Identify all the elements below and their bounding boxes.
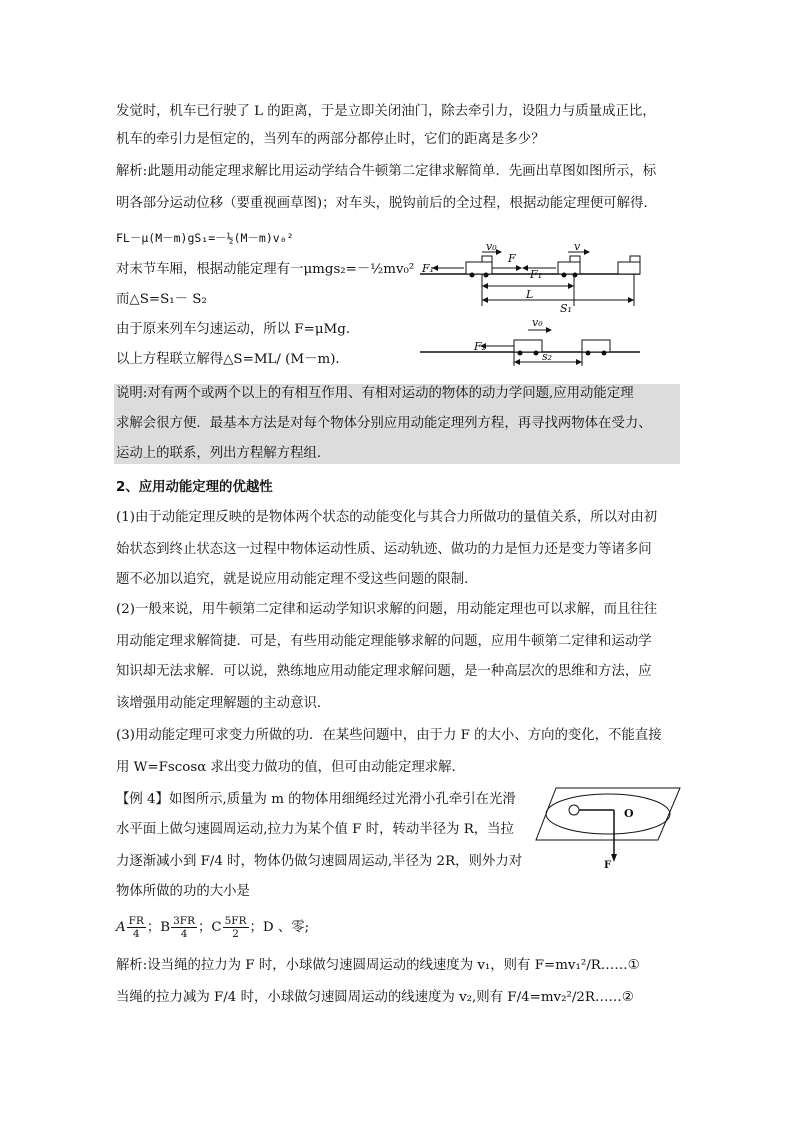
paragraph-line: 发觉时，机车已行驶了 L 的距离，于是立即关闭油门，除去牵引力，设阻力与质量成正比， [116, 104, 656, 119]
paragraph-line: (1)由于动能定理反映的是物体两个状态的动能变化与其合力所做功的量值关系，所以对由初 [116, 510, 658, 525]
solution-line: 当绳的拉力减为 F/4 时，小球做匀速圆周运动的线速度为 v₂,则有 F/4=mv₂²/2R……② [116, 990, 634, 1005]
equation-1: FL－μ(M－m)gS₁=－½(M－m)v₀² [116, 231, 294, 245]
note-line: 求解会很方便．最基本方法是对每个物体分别应用动能定理列方程，再寻找两物体在受力、 [116, 416, 652, 431]
paragraph-line: 始状态到终止状态这一过程中物体运动性质、运动轨迹、做功的力是恒力还是变力等诸多问 [116, 542, 652, 557]
equation-2: 对末节车厢，根据动能定理有一μmgs₂=－½mv₀² [116, 262, 415, 277]
example-line: 力逐渐减小到 F/4 时，物体仍做匀速圆周运动,半径为 2R，则外力对 [116, 854, 523, 869]
example-line: 水平面上做匀速圆周运动,拉力为某个值 F 时，转动半径为 R，当拉 [116, 822, 514, 837]
paragraph-line: 题不必加以追究，就是说应用动能定理不受这些问题的限制． [116, 572, 478, 587]
equation-3: 而△S=S₁－ S₂ [116, 292, 207, 307]
note-line: 说明:对有两个或两个以上的有相互作用、有相对运动的物体的动力学问题,应用动能定理 [116, 386, 634, 401]
label-F: F [604, 860, 612, 870]
label-F: F [508, 252, 516, 265]
paragraph-line: (2)一般来说，用牛顿第二定律和运动学知识求解的问题，用动能定理也可以求解，而且往往 [116, 602, 658, 617]
option-b-fraction: $\frac{3FR}{4}$ [173, 915, 195, 940]
option-a-letter: A [116, 920, 126, 935]
label-v0: v₀ [486, 240, 497, 253]
label-S2: s₂ [542, 350, 553, 363]
label-O: O [624, 807, 634, 820]
label-F1-left: F₁ [422, 262, 435, 275]
train-diagram [418, 238, 646, 370]
solution-line: 明各部分运动位移（要重视画草图)；对车头，脱钩前后的全过程，根据动能定理便可解得． [116, 196, 657, 211]
label-F2: F₂ [474, 340, 487, 353]
option-c-letter: ；C [197, 920, 222, 935]
example-line: 【例 4】如图所示,质量为 m 的物体用细绳经过光滑小孔牵引在光滑 [116, 792, 516, 807]
label-v: v [574, 240, 581, 253]
circular-motion-diagram [534, 784, 682, 870]
note-line: 运动上的联系，列出方程解方程组． [116, 446, 331, 461]
paragraph-line: 用动能定理求解简捷．可是，有些用动能定理能够求解的问题，应用牛顿第二定律和运动学 [116, 634, 652, 649]
option-c-fraction: $\frac{5FR}{2}$ [224, 915, 247, 940]
answer-options [116, 914, 309, 942]
paragraph-line: (3)用动能定理可求变力所做的功．在某些问题中，由于力 F 的大小、方向的变化，不能直接 [116, 728, 662, 743]
equation-4: 由于原来列车匀速运动，所以 F=μMg． [116, 322, 360, 337]
option-a-fraction: $\frac{FR}{4}$ [128, 915, 144, 940]
label-v0-bottom: v₀ [532, 316, 543, 329]
paragraph-line: 用 W=Fscosα 求出变力做功的值，但可由动能定理求解． [116, 760, 465, 775]
label-L: L [526, 288, 534, 301]
paragraph-line: 该增强用动能定理解题的主动意识． [116, 696, 331, 711]
option-d: ；D 、零; [249, 920, 310, 935]
paragraph-line: 机车的牵引力是恒定的，当列车的两部分都停止时，它们的距离是多少？ [116, 132, 545, 147]
section-heading: 2、应用动能定理的优越性 [116, 480, 273, 495]
paragraph-line: 知识却无法求解．可以说，熟练地应用动能定理求解问题，是一种高层次的思维和方法，应 [116, 664, 652, 679]
label-F1-right: F₁ [530, 268, 543, 281]
solution-line: 解析:设当绳的拉力为 F 时，小球做匀速圆周运动的线速度为 v₁，则有 F=mv₁²/R……① [116, 958, 640, 973]
solution-line: 解析:此题用动能定理求解比用运动学结合牛顿第二定律求解简单．先画出草图如图所示，标 [116, 164, 657, 179]
option-b-letter: ；B [146, 920, 171, 935]
equation-5: 以上方程联立解得△S=ML/ (M－m)． [116, 352, 349, 367]
label-S1: S₁ [560, 302, 572, 315]
example-line: 物体所做的功的大小是 [116, 884, 250, 899]
